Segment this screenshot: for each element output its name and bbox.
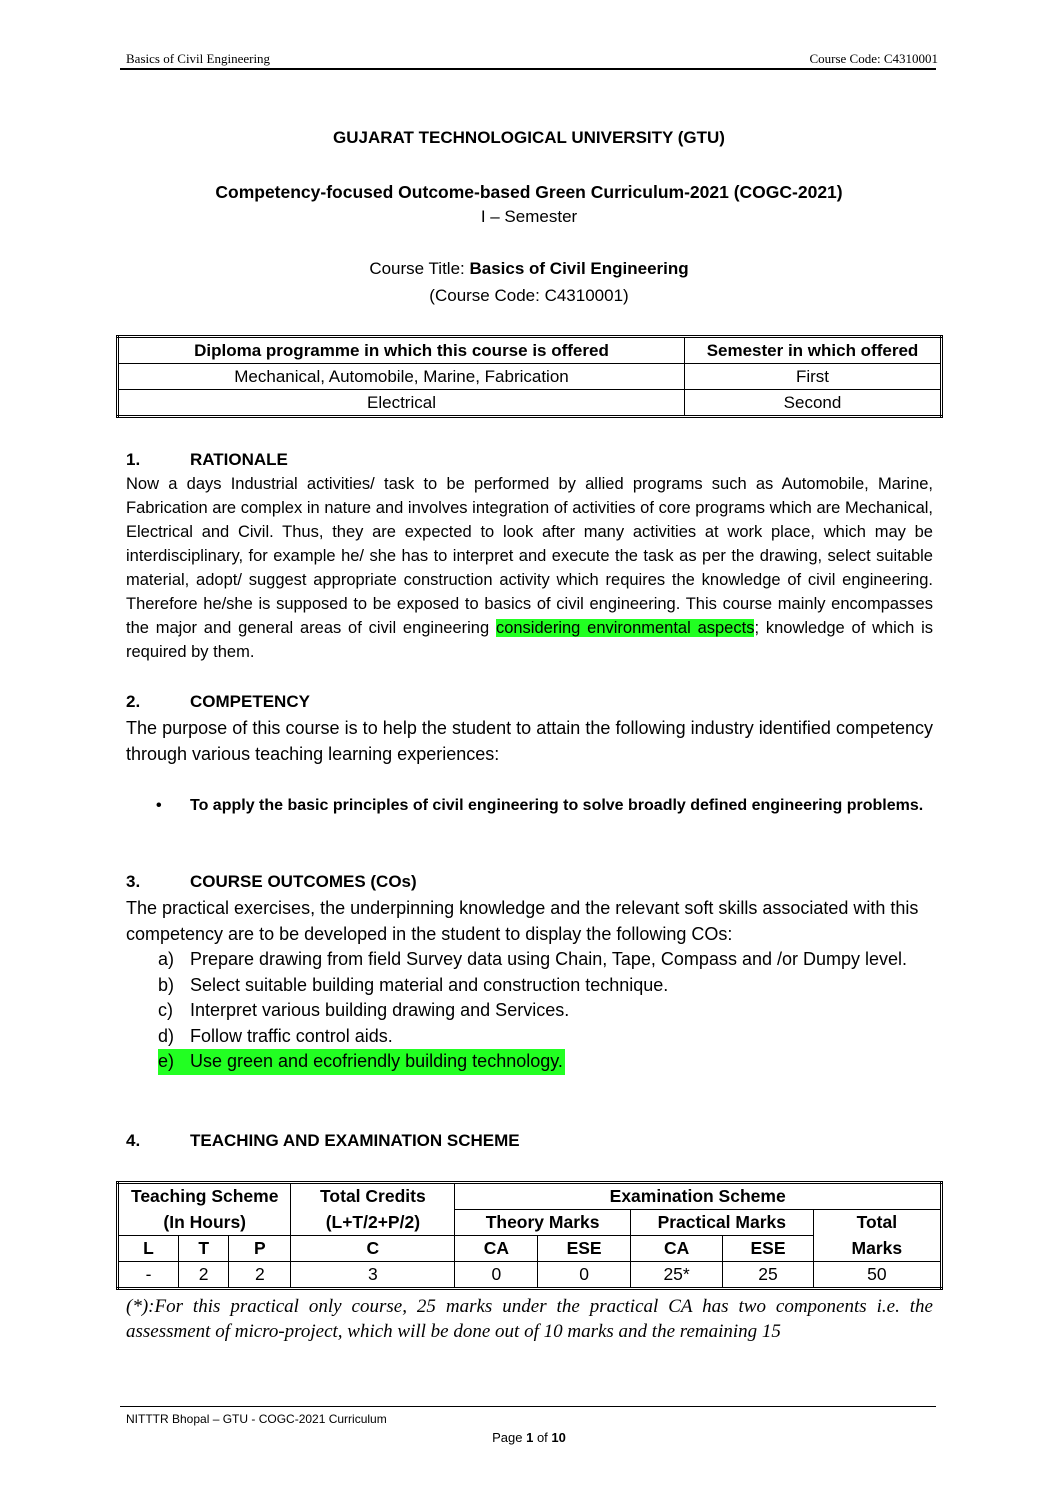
section-heading-scheme: 4. TEACHING AND EXAMINATION SCHEME (126, 1131, 520, 1150)
running-header-title: Basics of Civil Engineering (126, 51, 271, 66)
table-cell: Electrical (118, 390, 685, 417)
column-header: Diploma programme in which this course is offered (118, 337, 685, 364)
page-number: Page 1 of 10 (492, 1430, 566, 1445)
practical-ese-header: ESE (723, 1236, 813, 1262)
marks-header: Marks (813, 1236, 941, 1262)
section-heading-competency: 2. COMPETENCY (126, 692, 310, 711)
section-heading-outcomes: 3. COURSE OUTCOMES (COs) (126, 872, 417, 891)
footer-rule (120, 1406, 936, 1407)
teaching-scheme-header: Teaching Scheme (118, 1183, 291, 1210)
table-header-row (118, 337, 942, 364)
value-total: 50 (813, 1262, 941, 1289)
competency-paragraph: The purpose of this course is to help the student to attain the following industry identified competency through various teaching learning experiences: (126, 718, 933, 764)
course-title-line (0, 259, 1058, 279)
course-title: Basics of Civil Engineering (469, 259, 689, 278)
list-item: a) Prepare drawing from field Survey data using Chain, Tape, Compass and /or Dumpy level. (158, 949, 908, 969)
outcomes-paragraph: The practical exercises, the underpinning knowledge and the relevant soft skills associated with this competency are to be developed in the student to display the following COs: (126, 898, 919, 944)
scheme-footnote: (*):For this practical only course, 25 marks under the practical CA has two components i.e. the assessment of micro-project, which will be done out of 10 marks and the remaining 15 (126, 1296, 933, 1342)
list-item: d) Follow traffic control aids. (158, 1025, 393, 1046)
total-header: Total (813, 1210, 941, 1236)
credits-formula-header: (L+T/2+P/2) (291, 1210, 455, 1236)
outcomes-list (158, 947, 938, 1075)
theory-ese-header: ESE (538, 1236, 630, 1262)
col-c-header: C (291, 1236, 455, 1262)
list-item: c) Interpret various building drawing and Services. (158, 1000, 570, 1020)
university-title: GUJARAT TECHNOLOGICAL UNIVERSITY (GTU) (333, 128, 725, 147)
table-cell: Second (685, 390, 942, 417)
highlighted-text: considering environmental aspects (495, 619, 755, 637)
table-cell: Mechanical, Automobile, Marine, Fabrication (118, 364, 685, 390)
table-row (118, 364, 942, 390)
column-header: Semester in which offered (685, 337, 942, 364)
list-item-highlighted: e) Use green and ecofriendly building technology. (158, 1049, 565, 1075)
value-c: 3 (291, 1262, 455, 1289)
col-p-header: P (229, 1236, 291, 1262)
curriculum-title: Competency-focused Outcome-based Green Curriculum-2021 (COGC-2021) (215, 182, 843, 202)
table-cell: First (685, 364, 942, 390)
value-theory-ca: 0 (455, 1262, 538, 1289)
examination-scheme-header: Examination Scheme (455, 1183, 942, 1210)
course-title-label: Course Title: (369, 259, 470, 278)
theory-ca-header: CA (455, 1236, 538, 1262)
value-practical-ca: 25* (630, 1262, 722, 1289)
value-t: 2 (178, 1262, 228, 1289)
footer-source: NITTTR Bhopal – GTU - COGC-2021 Curriculum (126, 1412, 387, 1426)
value-l: - (118, 1262, 179, 1289)
running-header-course-code: Course Code: C4310001 (809, 51, 938, 66)
practical-ca-header: CA (630, 1236, 722, 1262)
scheme-table (116, 1181, 943, 1290)
col-t-header: T (178, 1236, 228, 1262)
value-practical-ese: 25 (723, 1262, 813, 1289)
list-item: b) Select suitable building material and construction technique. (158, 974, 669, 995)
competency-bullet: • To apply the basic principles of civil engineering to solve broadly defined engineering problems. (156, 793, 933, 818)
programme-table (116, 335, 943, 418)
section-heading-rationale: 1. RATIONALE (126, 450, 288, 469)
practical-marks-header: Practical Marks (630, 1210, 813, 1236)
in-hours-header: (In Hours) (118, 1210, 291, 1236)
theory-marks-header: Theory Marks (455, 1210, 631, 1236)
value-theory-ese: 0 (538, 1262, 630, 1289)
table-row (118, 390, 942, 417)
semester-label: I – Semester (480, 207, 578, 226)
rationale-paragraph: Now a days Industrial activities/ task to be performed by allied programs such as Automobile, Marine, Fabrication are complex in nature and involves integration of activities of core programs which are Mechanical, Electrical and Civil. Thus, they are expected to look after many activities at work place, which may be interdisciplinary, for example he/ she has to interpret and execute the task as per the drawing, select suitable material, adopt/ suggest appropriate construction activity which requires the knowledge of civil engineering. Therefore he/she is supposed to be exposed to basics of civil engineering. This course mainly encompasses the major and general areas of civil engineering considering environmental aspects; knowledge of which is required by them. (126, 475, 933, 661)
bullet-icon: • (156, 797, 162, 814)
table-row (118, 1262, 942, 1289)
col-l-header: L (118, 1236, 179, 1262)
value-p: 2 (229, 1262, 291, 1289)
course-code: (Course Code: C4310001) (429, 286, 629, 305)
total-credits-header: Total Credits (291, 1183, 455, 1210)
header-rule (120, 68, 936, 70)
